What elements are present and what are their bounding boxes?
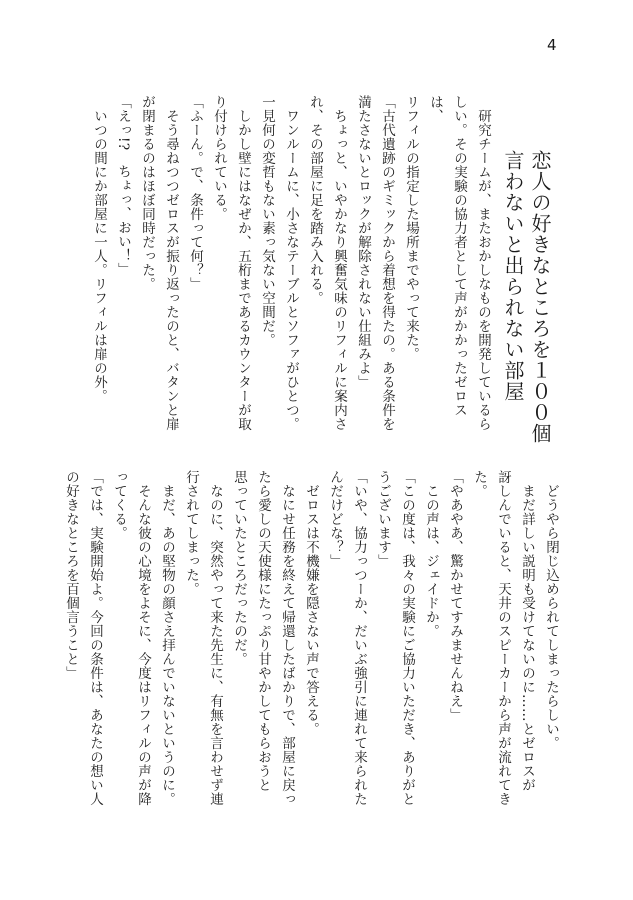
text-line: ゼロスは不機嫌を隠さない声で答える。 [303, 470, 319, 736]
text-line: 行されてしまった。 [183, 470, 199, 596]
text-line: んだけどな？」 [327, 470, 343, 568]
text-line: いつの間にか部屋に一人。リフィルは扉の外。 [91, 95, 107, 403]
text-line: そう尋ねつつゼロスが振り返ったのと、バタンと扉 [163, 95, 179, 431]
text-line: 「ふーん。で、条件って何？」 [187, 95, 203, 291]
text-line: 満たさないとロックが解除されない仕組みよ」 [355, 95, 371, 389]
text-line: そんな彼の心境をよそに、今度はリフィルの声が降 [135, 470, 151, 806]
text-line: 思っていたところだったのだ。 [231, 470, 247, 666]
text-line: 研究チームが、またおかしなものを開発しているら [475, 95, 491, 431]
text-line: まだ、あの堅物の顔さえ拝んでいないというのに。 [159, 470, 175, 806]
text-line: まだ詳しい説明も受けてないのに……とゼロスが [519, 470, 535, 792]
text-line: なにせ任務を終えて帰還したばかりで、部屋に戻っ [279, 470, 295, 806]
text-line: たら愛しの天使様にたっぷり甘やかしてもらおうと [255, 470, 271, 792]
lower-text-block [59, 470, 563, 815]
upper-text-block [87, 95, 495, 440]
title-line-1: 恋人の好きなところを１００個 [528, 150, 552, 444]
text-line: うございます」 [375, 470, 391, 568]
text-line: 一見何の変哲もない素っ気ない空間だ。 [259, 95, 275, 347]
text-line: ちょっと、いやかなり興奮気味のリフィルに案内さ [331, 95, 347, 431]
text-line: 「えっ!? ちょっ、おい！」 [115, 95, 131, 277]
text-line: しい。その実験の協力者として声がかかったゼロスは、 [427, 95, 467, 417]
text-line: の好きなところを百個言うこと」 [63, 470, 79, 680]
text-line: どうやら閉じ込められてしまったらしい。 [543, 470, 559, 750]
text-line: なのに、突然やって来た先生に、有無を言わせず連 [207, 470, 223, 806]
text-line: 「では、実験開始よ。今回の条件は、あなたの想い人 [87, 470, 103, 806]
text-line: が閉まるのはほぼ同時だった。 [139, 95, 155, 291]
text-line: しかし壁にはなぜか、五桁まであるカウンターが取 [235, 95, 251, 431]
page-number: 4 [547, 36, 557, 54]
text-line: 「この度は、我々の実験にご協力いただき、ありがと [399, 470, 415, 806]
text-line: この声は、ジェイドか。 [423, 470, 439, 638]
text-line: 「やあやあ、驚かせてすみませんねえ」 [447, 470, 463, 722]
text-line: り付けられている。 [211, 95, 227, 221]
chapter-title [499, 150, 553, 444]
text-line: れ、その部屋に足を踏み入れる。 [307, 95, 323, 305]
text-line: た。 [471, 470, 487, 498]
text-line: リフィルの指定した場所までやって来た。 [403, 95, 419, 361]
text-line: 訝しんでいると、天井のスピーカーから声が流れてき [495, 470, 511, 806]
title-line-2: 言わないと出られない部屋 [501, 150, 525, 402]
text-line: ってくる。 [111, 470, 127, 540]
text-line: 「いや、協力っつーか、だいぶ強引に連れて来られた [351, 470, 367, 806]
text-line: 「古代遺跡のギミックから着想を得たの。ある条件を [379, 95, 395, 431]
text-line: ワンルームに、小さなテーブルとソファがひとつ。 [283, 95, 299, 431]
